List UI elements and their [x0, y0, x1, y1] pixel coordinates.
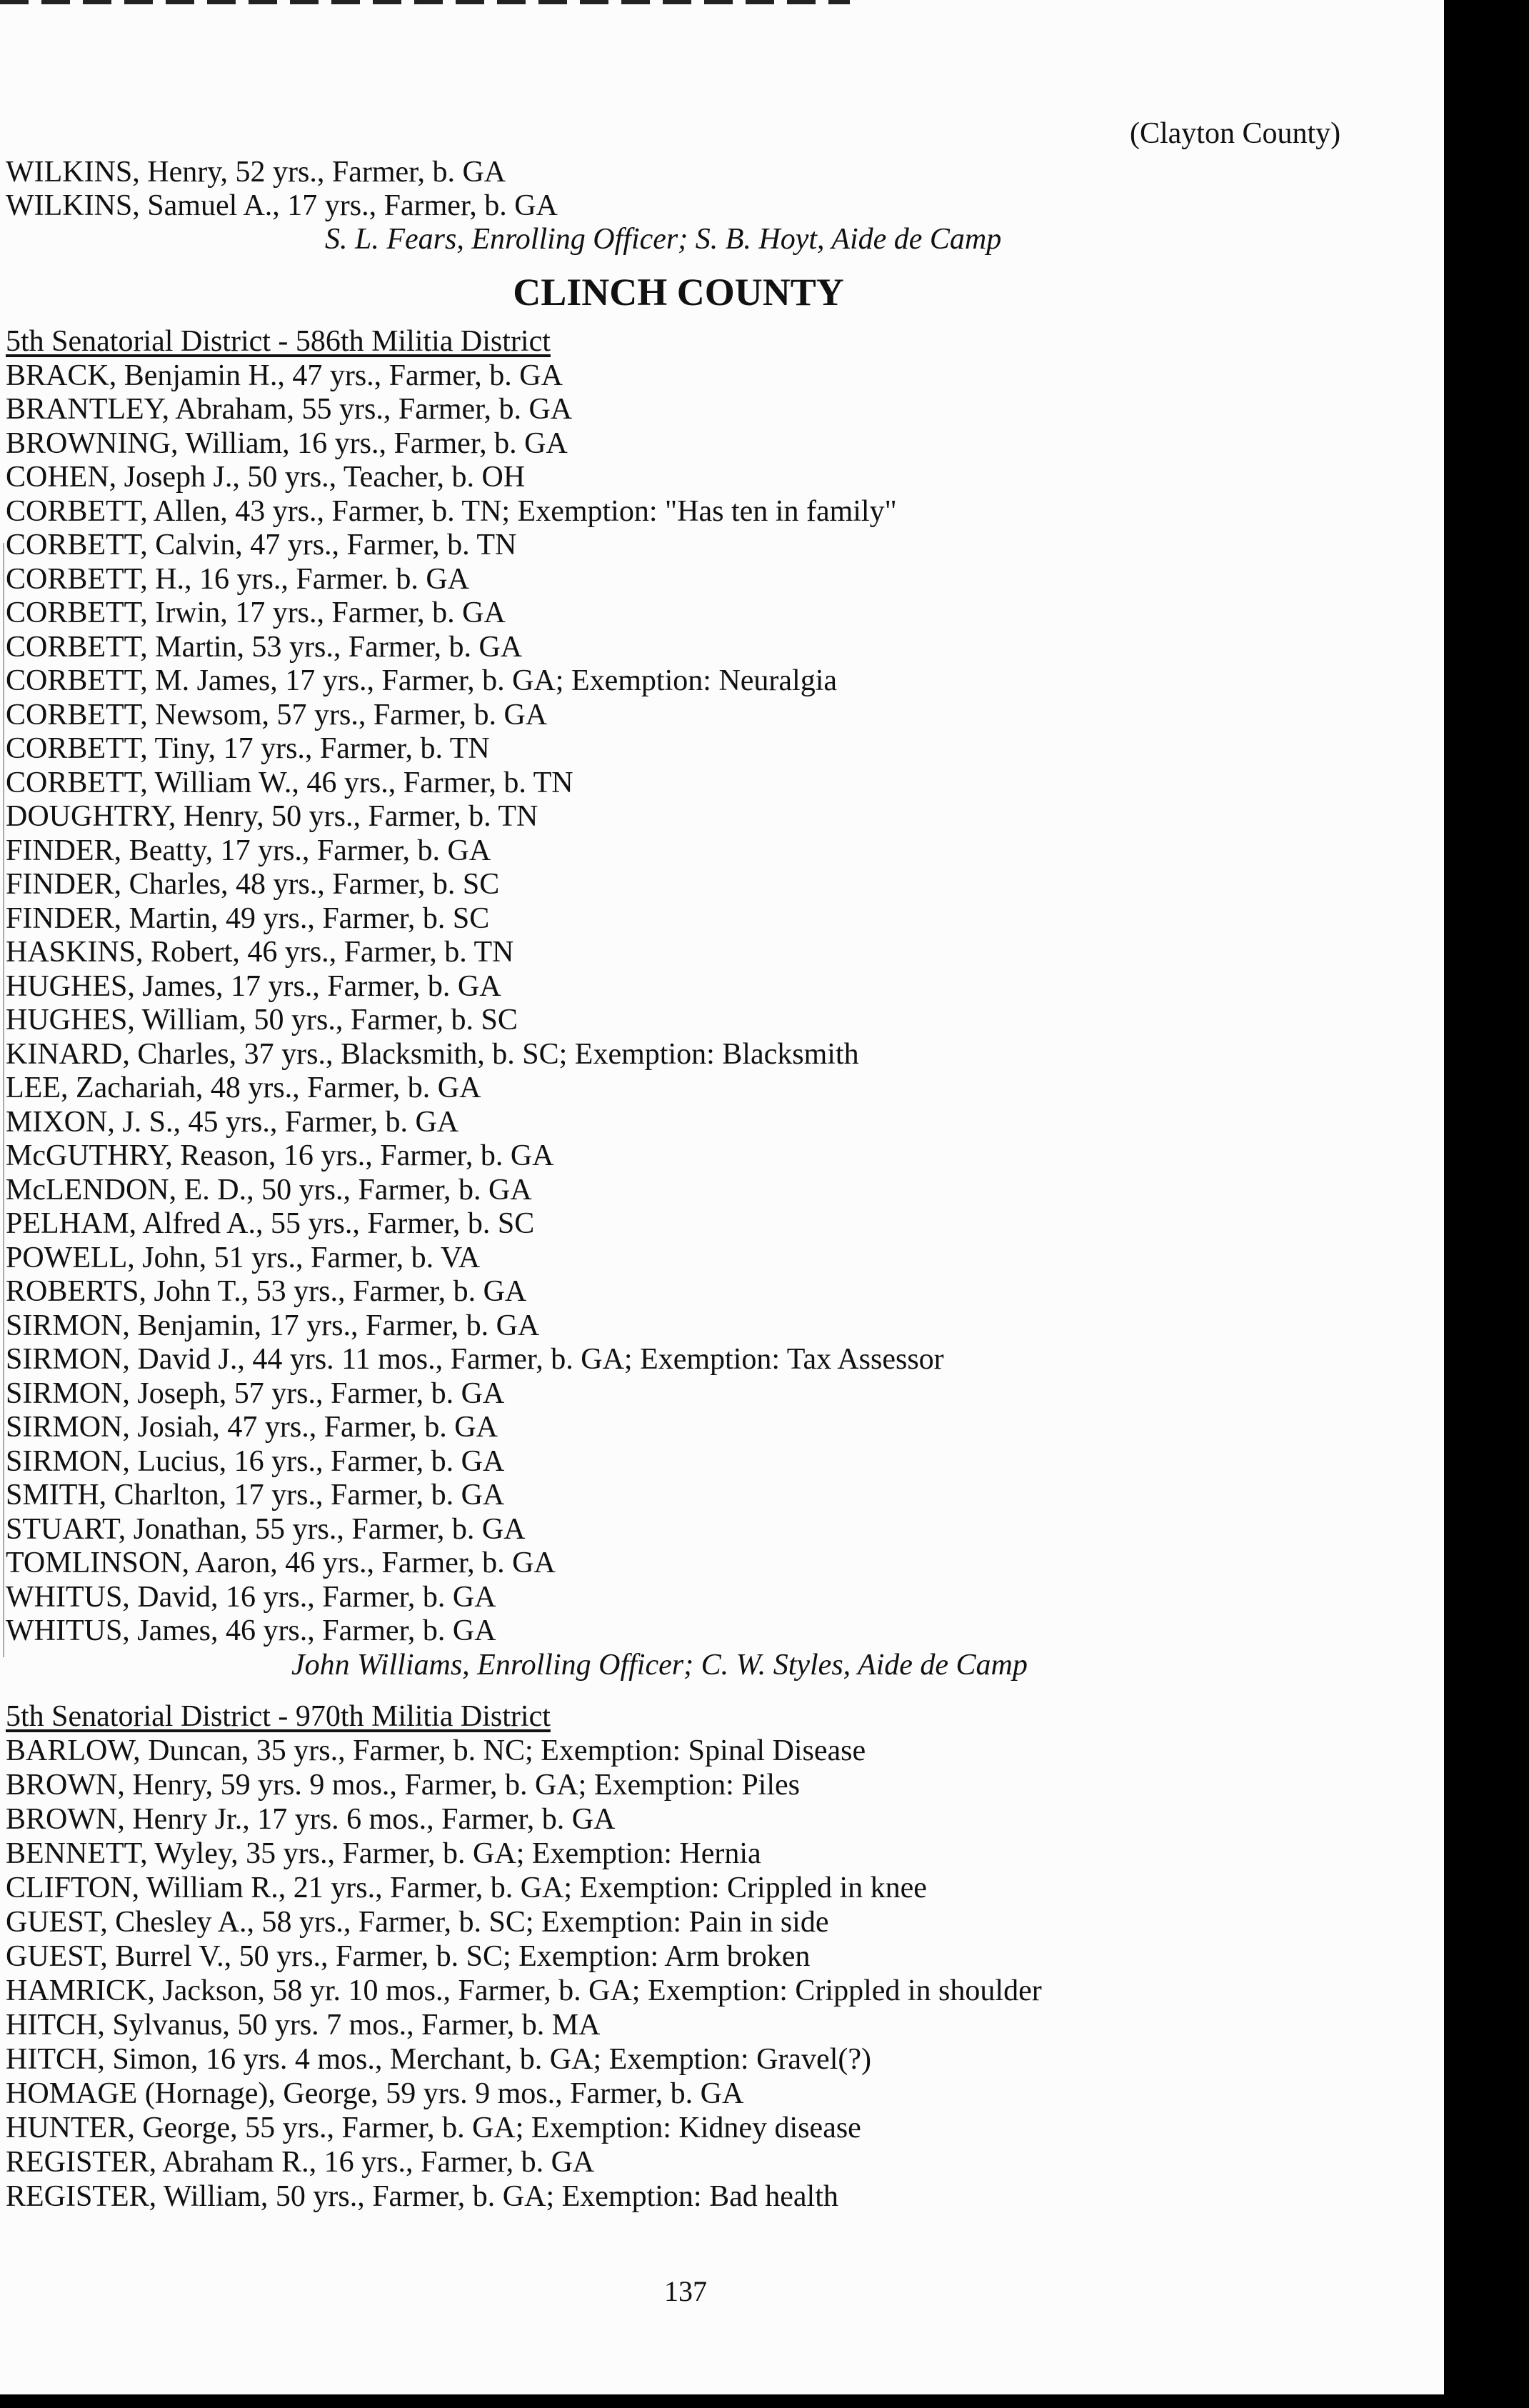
list-item: GUEST, Burrel V., 50 yrs., Farmer, b. SC; Exemption: Arm broken	[6, 1940, 811, 1973]
district-heading: 5th Senatorial District - 586th Militia District	[6, 325, 551, 358]
list-item: FINDER, Charles, 48 yrs., Farmer, b. SC	[6, 868, 500, 901]
top-rule	[0, 0, 850, 4]
officer-line: John Williams, Enrolling Officer; C. W. Styles, Aide de Camp	[291, 1649, 1028, 1682]
list-item: CLIFTON, William R., 21 yrs., Farmer, b. GA; Exemption: Crippled in knee	[6, 1872, 927, 1904]
county-title: CLINCH COUNTY	[513, 271, 844, 314]
list-item: BROWNING, William, 16 yrs., Farmer, b. GA	[6, 427, 568, 460]
list-item: STUART, Jonathan, 55 yrs., Farmer, b. GA	[6, 1513, 526, 1546]
list-item: HAMRICK, Jackson, 58 yr. 10 mos., Farmer, b. GA; Exemption: Crippled in shoulder	[6, 1974, 1042, 2007]
list-item: REGISTER, William, 50 yrs., Farmer, b. GA; Exemption: Bad health	[6, 2180, 838, 2213]
list-item: MIXON, J. S., 45 yrs., Farmer, b. GA	[6, 1106, 459, 1139]
list-item: TOMLINSON, Aaron, 46 yrs., Farmer, b. GA	[6, 1547, 556, 1579]
list-item: FINDER, Beatty, 17 yrs., Farmer, b. GA	[6, 834, 491, 867]
list-item: SIRMON, David J., 44 yrs. 11 mos., Farmer, b. GA; Exemption: Tax Assessor	[6, 1343, 944, 1376]
list-item: SIRMON, Joseph, 57 yrs., Farmer, b. GA	[6, 1377, 505, 1410]
list-item: WILKINS, Henry, 52 yrs., Farmer, b. GA	[6, 156, 506, 189]
page-number: 137	[664, 2275, 707, 2307]
list-item: BRANTLEY, Abraham, 55 yrs., Farmer, b. GA	[6, 393, 573, 426]
list-item: LEE, Zachariah, 48 yrs., Farmer, b. GA	[6, 1071, 481, 1104]
list-item: CORBETT, Newsom, 57 yrs., Farmer, b. GA	[6, 699, 548, 731]
list-item: HITCH, Simon, 16 yrs. 4 mos., Merchant, b. GA; Exemption: Gravel(?)	[6, 2043, 871, 2076]
running-head: (Clayton County)	[1130, 117, 1341, 150]
list-item: SMITH, Charlton, 17 yrs., Farmer, b. GA	[6, 1479, 505, 1512]
list-item: CORBETT, William W., 46 yrs., Farmer, b. TN	[6, 766, 573, 799]
list-item: WILKINS, Samuel A., 17 yrs., Farmer, b. GA	[6, 189, 558, 222]
list-item: HUGHES, James, 17 yrs., Farmer, b. GA	[6, 970, 501, 1003]
list-item: ROBERTS, John T., 53 yrs., Farmer, b. GA	[6, 1275, 527, 1308]
list-item: CORBETT, Calvin, 47 yrs., Farmer, b. TN	[6, 529, 517, 561]
list-item: CORBETT, Tiny, 17 yrs., Farmer, b. TN	[6, 732, 490, 765]
list-item: WHITUS, James, 46 yrs., Farmer, b. GA	[6, 1614, 496, 1647]
list-item: CORBETT, Irwin, 17 yrs., Farmer, b. GA	[6, 596, 506, 629]
list-item: PELHAM, Alfred A., 55 yrs., Farmer, b. SC	[6, 1207, 535, 1240]
list-item: SIRMON, Benjamin, 17 yrs., Farmer, b. GA	[6, 1309, 540, 1342]
list-item: CORBETT, Allen, 43 yrs., Farmer, b. TN; Exemption: "Has ten in family"	[6, 495, 897, 528]
list-item: BENNETT, Wyley, 35 yrs., Farmer, b. GA; Exemption: Hernia	[6, 1837, 761, 1870]
district-heading: 5th Senatorial District - 970th Militia District	[6, 1700, 551, 1733]
list-item: REGISTER, Abraham R., 16 yrs., Farmer, b. GA	[6, 2146, 595, 2179]
list-item: McGUTHRY, Reason, 16 yrs., Farmer, b. GA	[6, 1139, 554, 1172]
list-item: HOMAGE (Hornage), George, 59 yrs. 9 mos., Farmer, b. GA	[6, 2077, 744, 2110]
list-item: FINDER, Martin, 49 yrs., Farmer, b. SC	[6, 902, 490, 935]
list-item: COHEN, Joseph J., 50 yrs., Teacher, b. OH	[6, 461, 526, 494]
page-edge-line	[3, 543, 4, 1657]
list-item: HUGHES, William, 50 yrs., Farmer, b. SC	[6, 1004, 518, 1036]
officer-line: S. L. Fears, Enrolling Officer; S. B. Hoyt, Aide de Camp	[325, 223, 1002, 256]
list-item: GUEST, Chesley A., 58 yrs., Farmer, b. SC; Exemption: Pain in side	[6, 1906, 829, 1939]
list-item: HASKINS, Robert, 46 yrs., Farmer, b. TN	[6, 936, 514, 969]
list-item: CORBETT, M. James, 17 yrs., Farmer, b. GA; Exemption: Neuralgia	[6, 664, 838, 697]
list-item: McLENDON, E. D., 50 yrs., Farmer, b. GA	[6, 1174, 532, 1207]
list-item: BROWN, Henry, 59 yrs. 9 mos., Farmer, b. GA; Exemption: Piles	[6, 1769, 800, 1802]
list-item: KINARD, Charles, 37 yrs., Blacksmith, b. SC; Exemption: Blacksmith	[6, 1038, 859, 1071]
list-item: BARLOW, Duncan, 35 yrs., Farmer, b. NC; Exemption: Spinal Disease	[6, 1734, 866, 1767]
list-item: DOUGHTRY, Henry, 50 yrs., Farmer, b. TN	[6, 800, 538, 833]
list-item: BROWN, Henry Jr., 17 yrs. 6 mos., Farmer, b. GA	[6, 1803, 616, 1836]
list-item: POWELL, John, 51 yrs., Farmer, b. VA	[6, 1242, 481, 1274]
list-item: CORBETT, Martin, 53 yrs., Farmer, b. GA	[6, 631, 523, 664]
list-item: HUNTER, George, 55 yrs., Farmer, b. GA; Exemption: Kidney disease	[6, 2112, 861, 2144]
list-item: CORBETT, H., 16 yrs., Farmer. b. GA	[6, 563, 470, 596]
list-item: SIRMON, Josiah, 47 yrs., Farmer, b. GA	[6, 1411, 498, 1444]
list-item: HITCH, Sylvanus, 50 yrs. 7 mos., Farmer, b. MA	[6, 2009, 601, 2042]
list-item: WHITUS, David, 16 yrs., Farmer, b. GA	[6, 1581, 496, 1614]
list-item: SIRMON, Lucius, 16 yrs., Farmer, b. GA	[6, 1445, 505, 1478]
list-item: BRACK, Benjamin H., 47 yrs., Farmer, b. GA	[6, 359, 563, 392]
